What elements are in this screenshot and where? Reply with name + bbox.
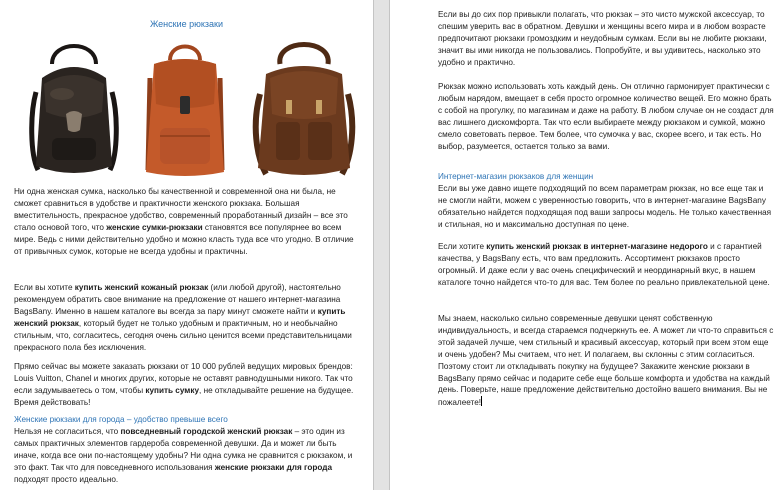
paragraph-not-male: Если вы до сих пор привыкли полагать, что рюкзак – это чисто мужской аксессуар, то спешим уверить вас в обратном. Девушки и женщины всего мира и в любом возрасте предпочитают рюкзаки громоздким и неудобным сумкам. Если вы не любите рюкзаки, значит вы ими никогда не пользовались. Попробуйте, и вы удивитесь, насколько это удобно и практично.	[438, 10, 767, 67]
orange-leather-backpack-image	[132, 34, 238, 182]
paragraph-cheap: Если хотите купить женский рюкзак в интернет-магазине недорого и с гарантией качества, у BagsBany есть, что вам предложить. Ассортимент рюкзаков просто огромный. И даже если у вас очень специфический и неординарный вкус, в нашем каталоге точно найдется что-то для вас. Тем более по реально привлекательной цене.	[438, 242, 770, 287]
paragraph-brands: Прямо сейчас вы можете заказать рюкзаки от 10 000 рублей ведущих мировых брендов: Louis Vuitton, Chanel и многих других, которые не оставят равнодушными никого. Так что если задумываетесь о том, чтобы купить сумку, не откладывайте решение на будущее. Время действовать!	[14, 362, 354, 407]
paragraph-individuality: Мы знаем, насколько сильно современные девушки ценят собственную индивидуальность, и всегда стараемся подчеркнуть ее. А может ли что-то справиться с этой задачей лучше, чем стильный и красивый аксессуар, который при всем этом еще и очень удобен? Мы считаем, что нет. И полагаем, вы склонны с этим согласиться. Поэтому стоит ли откладывать покупку на будущее? Закажите женские рюкзаки в BagsBany прямо сейчас и подарите себе еще больше комфорта и удобства на каждый день. Поверьте, наше предложение действительно достойно вашего внимания. Вы не пожалеете!	[438, 314, 774, 408]
section-title: Женские рюкзаки	[149, 19, 224, 29]
paragraph-intro: Ни одна женская сумка, насколько бы качественной и современной она ни была, не сможет сравниться в удобстве и практичности женского рюкзака. Большая вместительность, прекрасное удобство, современный проработанный дизайн – все это стало основой того, что женские сумки-рюкзаки становятся все популярнее во всем мире. Ведь с ними действительно удобно и можно класть туда все что угодно. В отличие от привычных сумок, которые не всегда удобны и практичны.	[14, 187, 354, 256]
black-leather-backpack-image	[22, 34, 126, 182]
heading-online-store: Интернет-магазин рюкзаков для женщин	[438, 172, 594, 181]
right-document-page	[390, 0, 779, 490]
paragraph-city: Нельзя не согласиться, что повседневный городской женский рюкзак – это один из самых практичных элементов гардероба современной девушки. Да и может ли быть иначе, когда все они по-настоящему удобны? Ни одна сумка не сравнится с рюкзаком, и это факт. Так что для повседневного использования женские рюкзаки для города подходят просто идеально.	[14, 427, 353, 484]
page-gutter	[373, 0, 390, 490]
backpack-images	[22, 34, 362, 182]
brown-leather-backpack-image	[246, 34, 362, 182]
heading-city-backpacks: Женские рюкзаки для города – удобство превыше всего	[14, 415, 228, 424]
left-document-page	[0, 0, 373, 490]
paragraph-search: Если вы уже давно ищете подходящий по всем параметрам рюкзак, но все еще так и не смогли найти, можем с уверенностью говорить, что в интернет-магазине BagsBany обязательно найдется подходящая под ваши запросы модель. Не только качественная и стильная, но и максимально доступная по цене.	[438, 184, 772, 229]
paragraph-buy: Если вы хотите купить женский кожаный рюкзак (или любой другой), настоятельно рекомендуем обратить свое внимание на предложение от нашего интернет-магазина BagsBany. Именно в нашем каталоге вы всегда за пару минут сможете найти и купить женский рюкзак, который будет не только удобным и практичным, но и необычайно стильным, что, согласитесь, сегодня очень сильно ценится всеми представительницами прекрасного пола без исключения.	[14, 283, 352, 352]
text-cursor	[481, 396, 482, 406]
paragraph-everyday: Рюкзак можно использовать хоть каждый день. Он отлично гармонирует практически с любым нарядом, вмещает в себя просто огромное количество вещей. Его можно брать с собой на прогулку, по магазинам и даже на работу. В любом случае он не создаст для вас лишнего дискомфорта. Так что если выбираете между рюкзаком и сумкой, можно смело советовать первое. Тем более, что сумочка у вас, скорее всего, и так есть. Но выбор, разумеется, остается только за вами.	[438, 82, 774, 151]
